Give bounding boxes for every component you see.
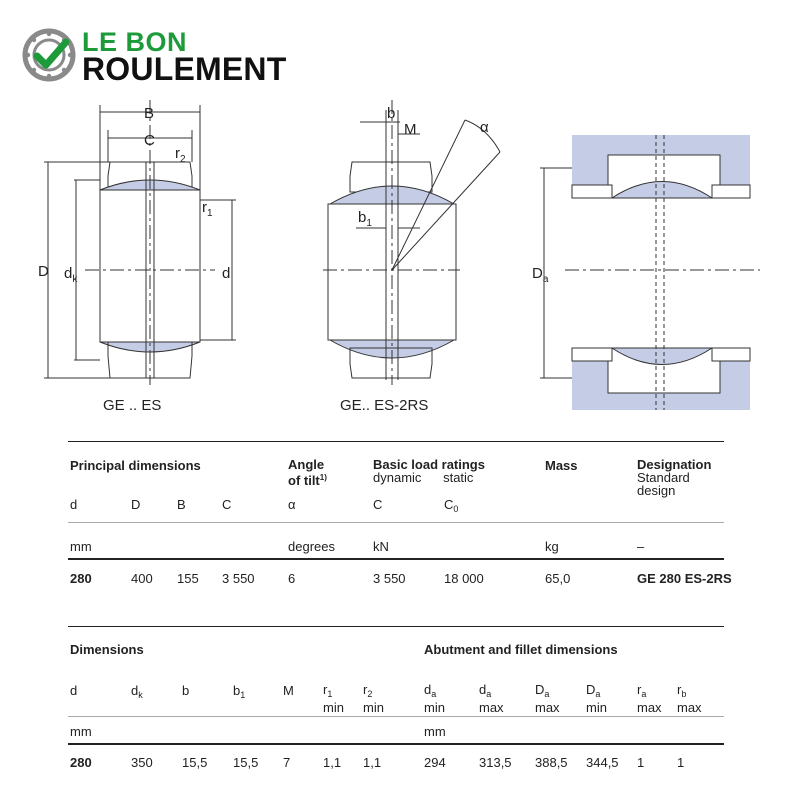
- label-C: C: [144, 132, 155, 149]
- table2-group-dimensions: Dimensions: [70, 642, 144, 657]
- table1-unit-kN: kN: [373, 539, 389, 554]
- table1-group-load: Basic load ratings dynamic static: [373, 457, 485, 485]
- bearing-drawings: [0, 95, 800, 425]
- table2-mid-rule: [68, 716, 724, 717]
- table2-da-min: 294: [424, 755, 446, 770]
- label-dk: $d_k$: [64, 265, 78, 285]
- table2-group-abutment: Abutment and fillet dimensions: [424, 642, 618, 657]
- table1-alpha: 6: [288, 571, 296, 586]
- table2-col-r2: $r_2$ min: [363, 682, 384, 715]
- table2-M: 7: [283, 755, 291, 770]
- label-r2: $r_2$: [175, 145, 186, 165]
- table2-Da-min: 344,5: [586, 755, 619, 770]
- table2-rb: 1: [677, 755, 685, 770]
- table2-ra: 1: [637, 755, 645, 770]
- table1-C0: 18 000: [444, 571, 484, 586]
- table1-top-rule: [68, 441, 724, 442]
- table1-col-alpha: α: [288, 497, 296, 512]
- label-Da: $D_a$: [532, 265, 549, 285]
- drawing-ge-es-2rs: [323, 100, 500, 385]
- table1-data-rule: [68, 558, 724, 560]
- table2-col-da-min: $d_a$ min: [424, 682, 445, 715]
- table2-b1: 15,5: [233, 755, 259, 770]
- table2-col-r1: $r_1$ min: [323, 682, 344, 715]
- table2-da-max: 313,5: [479, 755, 512, 770]
- table1-designation: GE 280 ES-2RS: [637, 571, 732, 586]
- table1-unit-dash: –: [637, 539, 645, 554]
- table1-mass: 65,0: [545, 571, 571, 586]
- table2-top-rule: [68, 626, 724, 627]
- table2-col-rb: $r_b$ max: [677, 682, 702, 715]
- table1-col-d: d: [70, 497, 78, 512]
- table1-mid-rule: [68, 522, 724, 523]
- label-alpha: α: [480, 119, 489, 136]
- logo-line1: LE BON: [82, 27, 188, 57]
- caption-ge-es-2rs: GE.. ES-2RS: [340, 397, 429, 414]
- brand-logo: [22, 26, 302, 86]
- caption-ge-es: GE .. ES: [103, 397, 162, 414]
- table2-b: 15,5: [182, 755, 208, 770]
- label-b1: $b_1$: [358, 209, 372, 229]
- table1-d: 280: [70, 571, 92, 586]
- table1-col-C: C: [222, 497, 232, 512]
- table2-unit-mm2: mm: [424, 724, 446, 739]
- table1-unit-kg: kg: [545, 539, 559, 554]
- table2-dk: 350: [131, 755, 153, 770]
- table1-group-mass: Mass: [545, 458, 578, 473]
- table2-col-M: M: [283, 683, 294, 698]
- table2-d: 280: [70, 755, 92, 770]
- table2-r1: 1,1: [323, 755, 342, 770]
- table2-col-ra: $r_a$ max: [637, 682, 662, 715]
- table1-group-principal: Principal dimensions: [70, 458, 201, 473]
- label-D: D: [38, 263, 49, 280]
- table1-col-C0: $C_0$: [444, 497, 459, 514]
- label-b: b: [387, 105, 396, 122]
- table1-unit-degrees: degrees: [288, 539, 335, 554]
- table1-unit-mm: mm: [70, 539, 92, 554]
- table1-D: 400: [131, 571, 153, 586]
- table1-Cdyn: 3 550: [373, 571, 406, 586]
- table2-col-b: b: [182, 683, 190, 698]
- table1-group-designation: Designation Standard design: [637, 457, 712, 498]
- table2-Da-max: 388,5: [535, 755, 568, 770]
- table2-unit-mm1: mm: [70, 724, 92, 739]
- table2-col-dk: $d_k$: [131, 683, 143, 700]
- table1-col-Cdyn: C: [373, 497, 383, 512]
- table1-col-B: B: [177, 497, 186, 512]
- table2-r2: 1,1: [363, 755, 382, 770]
- table1-group-angle: Angle of tilt$^{1)}$: [288, 457, 327, 488]
- table2-col-da-max: $d_a$ max: [479, 682, 504, 715]
- table2-col-Da-min: $D_a$ min: [586, 682, 607, 715]
- label-M: M: [404, 121, 417, 138]
- table2-col-d: d: [70, 683, 78, 698]
- drawing-ge-es: [44, 100, 236, 385]
- drawing-mounting: [540, 135, 760, 410]
- table2-col-b1: $b_1$: [233, 683, 246, 700]
- label-d: d: [222, 265, 231, 282]
- table2-data-rule: [68, 743, 724, 745]
- label-B: B: [144, 105, 155, 122]
- label-r1: $r_1$: [202, 199, 213, 219]
- table1-B: 155: [177, 571, 199, 586]
- bearing-check-icon: [22, 28, 76, 82]
- table1-col-D: D: [131, 497, 141, 512]
- table2-col-Da-max: $D_a$ max: [535, 682, 560, 715]
- logo-line2: ROULEMENT: [82, 51, 287, 87]
- table1-C: 3 550: [222, 571, 255, 586]
